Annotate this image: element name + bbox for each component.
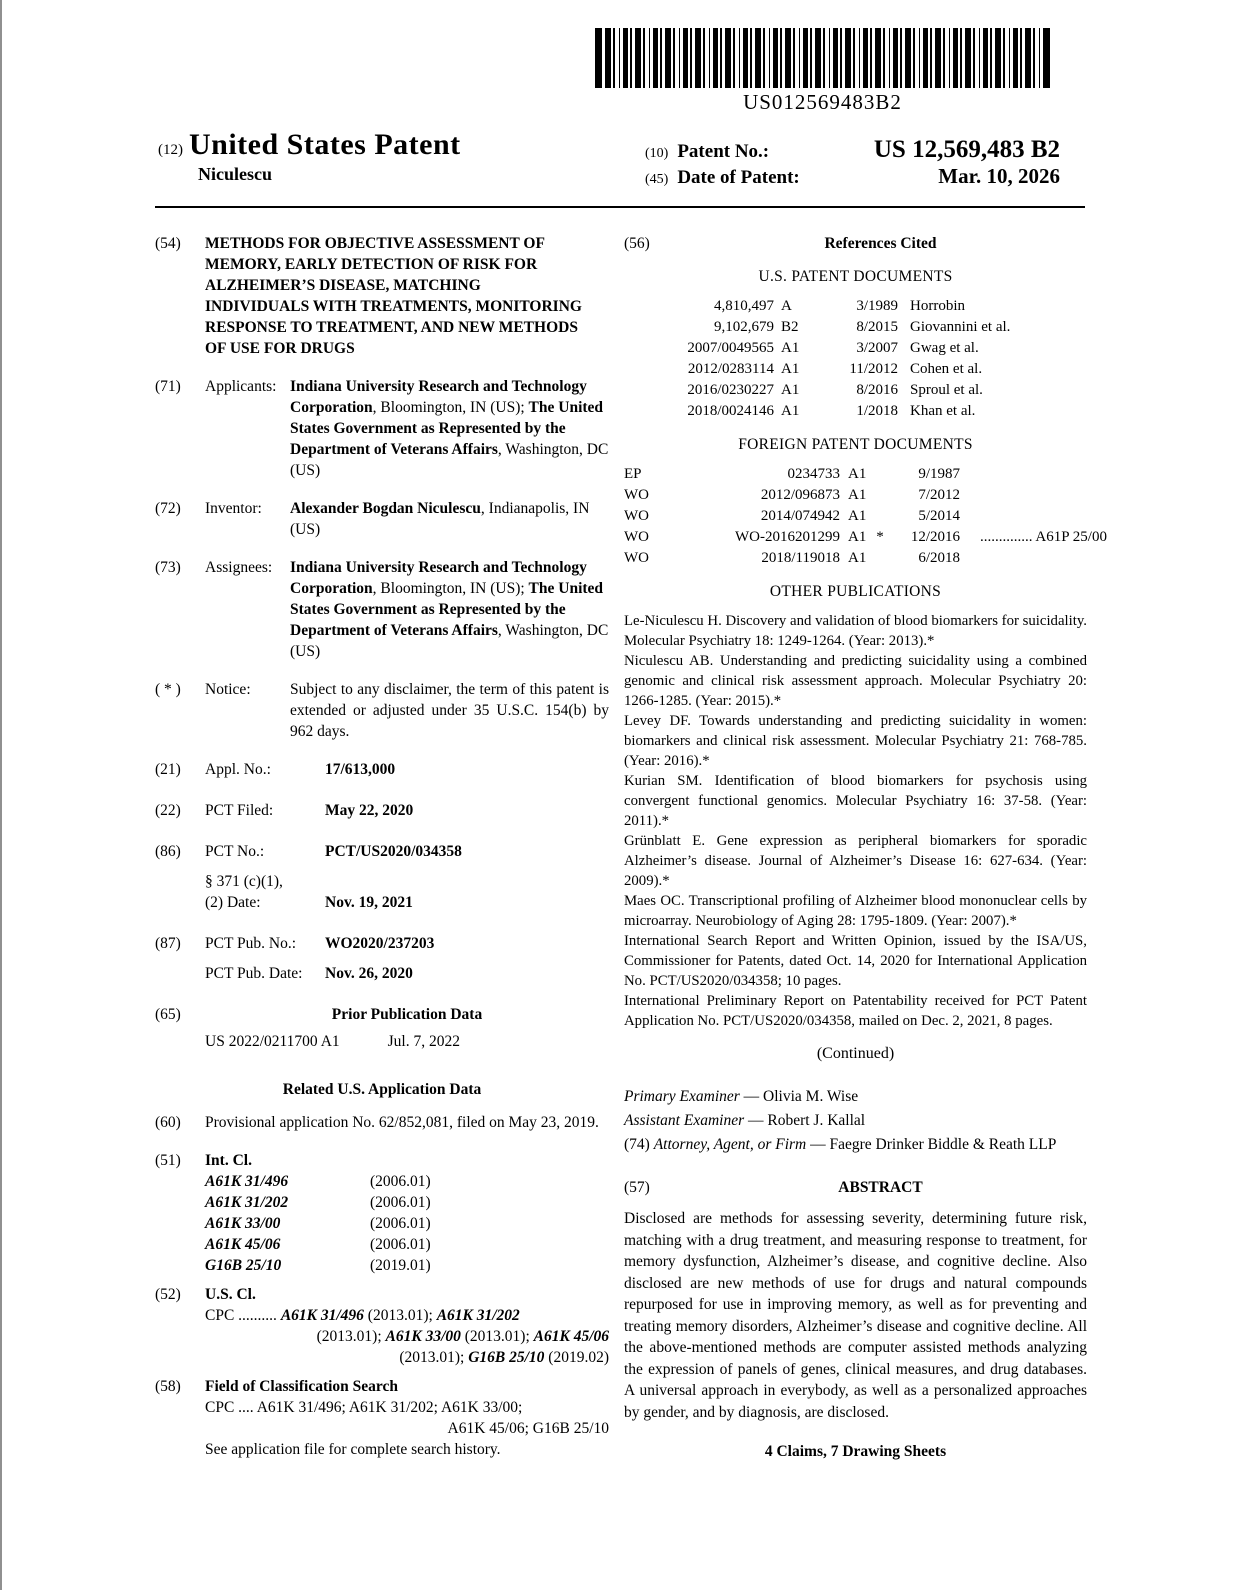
us-patent-number: 2016/0230227 — [687, 382, 774, 398]
us-patent-inventor: Giovannini et al. — [910, 319, 1011, 335]
us-patent-number: 9,102,679 — [714, 319, 774, 335]
continued-note: (Continued) — [816, 1045, 895, 1062]
us-patent-date: 8/2015 — [856, 319, 898, 335]
provisional-section — [155, 1112, 609, 1133]
patent-header-left — [158, 128, 461, 185]
applicants-value: Indiana University Research and Technology Corporation, Bloomington, IN (US); The United States Government as Represented by the Department of Veterans Affairs, Washington, DC (US) — [290, 378, 609, 479]
foreign-patent-date: 12/2016 — [910, 529, 960, 545]
barcode-block — [595, 28, 1050, 115]
inventor-byline: Niculescu — [198, 164, 272, 184]
patent-date-value: Mar. 10, 2026 — [938, 164, 1060, 188]
int-cl-entry — [205, 1255, 609, 1276]
foreign-kind-code: A1 — [848, 550, 867, 566]
patent-date-label: (45) Date of Patent: — [645, 167, 800, 188]
left-column — [155, 233, 609, 1477]
int-cl-year: (2006.01) — [370, 1194, 431, 1211]
field-of-search-note: See application file for complete search history. — [205, 1441, 501, 1458]
foreign-classification — [960, 464, 1107, 485]
foreign-classification — [960, 485, 1107, 506]
foreign-citation-star: * — [876, 529, 884, 545]
us-patent-date: 8/2016 — [856, 382, 898, 398]
applicants-section — [155, 376, 609, 481]
publication-reference: International Search Report and Written Opinion, issued by the ISA/US, Commissioner for Patents, dated Oct. 14, 2020 for International Application No. PCT/US2020/034358; 10 pages. — [624, 933, 1087, 989]
int-cl-year: (2006.01) — [370, 1173, 431, 1190]
us-patent-date: 1/2018 — [856, 403, 898, 419]
int-cl-entry — [205, 1213, 609, 1234]
field-of-search-header: Field of Classification Search — [205, 1378, 399, 1395]
inid-54: (54) — [155, 235, 181, 252]
cpc-line-3: (2013.01); G16B 25/10 (2019.02) — [399, 1349, 609, 1366]
inid-56: (56) — [624, 235, 650, 252]
foreign-kind-code: A1 — [848, 487, 867, 503]
int-cl-code: G16B 25/10 — [205, 1257, 282, 1274]
assistant-examiner-line: Assistant Examiner — Robert J. Kallal — [624, 1112, 866, 1129]
pct-filed-section — [155, 800, 609, 821]
cpc-line-1: CPC .......... A61K 31/496 (2013.01); A61K 31/202 — [205, 1307, 520, 1324]
right-column — [624, 233, 1107, 1477]
inid-71: (71) — [155, 378, 181, 395]
abstract-section-header — [624, 1177, 1087, 1198]
us-patent-kind-code: B2 — [781, 319, 799, 335]
us-patent-documents-header: U.S. PATENT DOCUMENTS — [758, 268, 953, 285]
notice-section — [155, 679, 609, 742]
field-of-search-line-2: A61K 45/06; G16B 25/10 — [447, 1420, 609, 1437]
foreign-patent-date: 7/2012 — [918, 487, 960, 503]
us-patent-number: 2018/0024146 — [687, 403, 774, 419]
inventor-label: Inventor: — [205, 500, 262, 517]
int-cl-year: (2006.01) — [370, 1236, 431, 1253]
foreign-classification: .............. A61P 25/00 — [980, 529, 1107, 545]
us-patent-inventor: Sproul et al. — [910, 382, 983, 398]
appl-no-value: 17/613,000 — [325, 761, 396, 778]
us-patent-kind-code: A1 — [781, 403, 800, 419]
prior-pub-number: US 2022/0211700 A1 — [205, 1033, 340, 1050]
inventor-value: Alexander Bogdan Niculescu, Indianapolis, IN (US) — [290, 500, 590, 538]
inid-87: (87) — [155, 935, 181, 952]
int-cl-entry — [205, 1192, 609, 1213]
foreign-kind-code: A1 — [848, 466, 867, 482]
field-of-search-line-1: CPC .... A61K 31/496; A61K 31/202; A61K 33/00; — [205, 1399, 523, 1416]
prior-pub-date: Jul. 7, 2022 — [387, 1033, 460, 1050]
inid-22: (22) — [155, 802, 181, 819]
prior-publication-section — [155, 1004, 609, 1051]
notice-text: Subject to any disclaimer, the term of this patent is extended or adjusted under 35 U.S.C. 154(b) by 962 days. — [290, 681, 609, 740]
inid-73: (73) — [155, 559, 181, 576]
foreign-classification — [960, 548, 1107, 569]
header-rule — [155, 206, 1085, 208]
foreign-patent-date: 9/1987 — [918, 466, 960, 482]
publication-reference: Maes OC. Transcriptional profiling of Alzheimer blood mononuclear cells by microarray. Neurobiology of Aging 28: 1795-1809. (Year: 2007).* — [624, 893, 1087, 929]
appl-no-label: Appl. No.: — [205, 761, 271, 778]
assignees-section — [155, 557, 609, 662]
pct-pub-no-value: WO2020/237203 — [325, 935, 435, 952]
pct-pub-no-label: PCT Pub. No.: — [205, 935, 297, 952]
us-patent-number: 2007/0049565 — [687, 340, 774, 356]
patent-number-label: (10) Patent No.: — [645, 141, 770, 162]
371-date-value: Nov. 19, 2021 — [325, 894, 413, 911]
pct-pub-date-label: PCT Pub. Date: — [205, 965, 303, 982]
foreign-patent-number: 0234733 — [787, 466, 840, 482]
us-patent-inventor: Horrobin — [910, 298, 965, 314]
int-cl-code: A61K 33/00 — [205, 1215, 281, 1232]
us-cl-header: U.S. Cl. — [205, 1286, 256, 1303]
doc-type-line — [158, 128, 461, 162]
related-data-header: Related U.S. Application Data — [282, 1081, 482, 1098]
publication-reference: Grünblatt E. Gene expression as peripheral biomarkers for sporadic Alzheimer’s disease. Journal of Alzheimer’s Disease 16: 627-634. (Year: 2009).* — [624, 833, 1087, 889]
cpc-line-2: (2013.01); A61K 33/00 (2013.01); A61K 45/06 — [316, 1328, 609, 1345]
pct-pub-section — [155, 933, 609, 984]
barcode-text: US012569483B2 — [743, 90, 902, 114]
patent-header-right — [645, 136, 1060, 189]
foreign-kind-code: A1 — [848, 529, 867, 545]
inid-10: (10) — [645, 146, 669, 161]
pct-filed-value: May 22, 2020 — [325, 802, 414, 819]
prior-publication-entry — [205, 1033, 609, 1051]
claims-drawing-sheets-line: 4 Claims, 7 Drawing Sheets — [764, 1443, 947, 1460]
us-patent-inventor: Cohen et al. — [910, 361, 983, 377]
inid-72: (72) — [155, 500, 181, 517]
prior-publication-header: Prior Publication Data — [331, 1006, 483, 1023]
foreign-patent-date: 5/2014 — [918, 508, 960, 524]
barcode — [595, 28, 1050, 88]
inid-21: (21) — [155, 761, 181, 778]
body-columns — [155, 233, 1107, 1477]
int-cl-year: (2019.01) — [370, 1257, 431, 1274]
foreign-citation-star — [872, 548, 888, 569]
foreign-country-code: EP — [624, 466, 642, 482]
assignees-label: Assignees: — [205, 559, 273, 576]
provisional-text: Provisional application No. 62/852,081, filed on May 23, 2019. — [205, 1114, 599, 1131]
references-cited-section — [624, 233, 1087, 254]
publication-reference: Le-Niculescu H. Discovery and validation of blood biomarkers for suicidality. Molecular Psychiatry 18: 1249-1264. (Year: 2013).* — [624, 613, 1087, 649]
us-cl-section — [155, 1284, 609, 1368]
us-patent-inventor: Gwag et al. — [910, 340, 979, 356]
us-patent-kind-code: A1 — [781, 382, 800, 398]
inid-12: (12) — [158, 142, 183, 158]
patent-number-value: US 12,569,483 B2 — [873, 136, 1060, 163]
applicants-label: Applicants: — [205, 378, 277, 395]
title-section — [155, 233, 609, 359]
int-cl-list — [205, 1171, 609, 1276]
abstract-text: Disclosed are methods for assessing severity, determining future risk, matching with a drug treatment, and measuring response to treatment, for memory dysfunction, Alzheimer’s disease, and cognitive decline. Also disclosed are new methods of use for drugs and natural compounds repurposed for use in improving memory, as well as for preventing and treating memory disorders, Alzheimer’s disease and cognitive decline. All the above-mentioned methods are computer assisted methods analyzing the expression of panels of genes, clinical measures, and drug databases. A universal approach in everybody, as well as a personalized approaches by gender, and by diagnosis, are disclosed. — [624, 1210, 1087, 1421]
foreign-country-code: WO — [624, 487, 649, 503]
foreign-classification — [960, 506, 1107, 527]
inventor-section — [155, 498, 609, 540]
inid-45: (45) — [645, 172, 669, 187]
int-cl-entry — [205, 1234, 609, 1255]
us-patent-documents-table — [624, 296, 1087, 422]
pct-pub-date-value: Nov. 26, 2020 — [325, 965, 413, 982]
patent-number-row — [645, 136, 1060, 164]
patent-date-row — [645, 164, 1060, 189]
us-patent-date: 3/2007 — [856, 340, 898, 356]
doc-type-title: United States Patent — [189, 128, 461, 161]
int-cl-entry — [205, 1171, 609, 1192]
publication-reference: Levey DF. Towards understanding and predicting suicidality in women: biomarkers and clinical risk assessment. Molecular Psychiatry 21: 768-785. (Year: 2016).* — [624, 713, 1087, 769]
int-cl-code: A61K 31/202 — [205, 1194, 289, 1211]
field-of-search-section — [155, 1376, 609, 1460]
foreign-citation-star — [872, 506, 888, 527]
foreign-country-code: WO — [624, 550, 649, 566]
scan-edge-line — [0, 0, 2, 1590]
int-cl-code: A61K 31/496 — [205, 1173, 289, 1190]
us-patent-kind-code: A — [781, 298, 792, 314]
foreign-citation-star — [872, 464, 888, 485]
371-date-label: (2) Date: — [205, 894, 261, 911]
us-patent-kind-code: A1 — [781, 361, 800, 377]
primary-examiner-line: Primary Examiner — Olivia M. Wise — [624, 1088, 859, 1105]
foreign-kind-code: A1 — [848, 508, 867, 524]
references-cited-header: References Cited — [824, 235, 937, 252]
us-patent-kind-code: A1 — [781, 340, 800, 356]
appl-no-section — [155, 759, 609, 780]
foreign-patent-date: 6/2018 — [918, 550, 960, 566]
int-cl-section — [155, 1150, 609, 1276]
pct-no-label: PCT No.: — [205, 843, 265, 860]
inid-52: (52) — [155, 1286, 181, 1303]
foreign-patent-number: WO-2016201299 — [735, 529, 840, 545]
foreign-country-code: WO — [624, 508, 649, 524]
us-patent-date: 11/2012 — [849, 361, 898, 377]
section-371-line: § 371 (c)(1), — [205, 873, 283, 890]
publication-reference: Kurian SM. Identification of blood biomarkers for psychosis using convergent functional genomics. Molecular Psychiatry 16: 37-58. (Year: 2011).* — [624, 773, 1087, 829]
attorney-line: (74) Attorney, Agent, or Firm — Faegre Drinker Biddle & Reath LLP — [624, 1136, 1057, 1153]
inid-86: (86) — [155, 843, 181, 860]
foreign-country-code: WO — [624, 529, 649, 545]
int-cl-header: Int. Cl. — [205, 1152, 252, 1169]
inid-57: (57) — [624, 1179, 650, 1196]
other-publications-list — [624, 611, 1087, 1031]
us-patent-number: 2012/0283114 — [687, 361, 774, 377]
other-publications-header: OTHER PUBLICATIONS — [769, 583, 942, 600]
int-cl-year: (2006.01) — [370, 1215, 431, 1232]
inid-65: (65) — [155, 1006, 181, 1023]
publication-reference: International Preliminary Report on Patentability received for PCT Patent Application No. PCT/US2020/034358, mailed on Dec. 2, 2021, 8 pages. — [624, 993, 1087, 1029]
us-patent-inventor: Khan et al. — [910, 403, 976, 419]
foreign-patent-documents-table — [624, 464, 1107, 569]
abstract-header: ABSTRACT — [838, 1179, 923, 1196]
foreign-patent-number: 2018/119018 — [761, 550, 840, 566]
notice-label: Notice: — [205, 681, 251, 698]
inid-60: (60) — [155, 1114, 181, 1131]
inid-star: ( * ) — [155, 681, 181, 698]
inid-51: (51) — [155, 1152, 181, 1169]
us-patent-date: 3/1989 — [856, 298, 898, 314]
int-cl-code: A61K 45/06 — [205, 1236, 281, 1253]
us-patent-number: 4,810,497 — [714, 298, 774, 314]
pct-no-section — [155, 841, 609, 913]
pct-filed-label: PCT Filed: — [205, 802, 274, 819]
foreign-patent-number: 2012/096873 — [760, 487, 840, 503]
pct-no-value: PCT/US2020/034358 — [325, 843, 462, 860]
publication-reference: Niculescu AB. Understanding and predicting suicidality using a combined genomic and clinical risk assessment approach. Molecular Psychiatry 20: 1266-1285. (Year: 2015).* — [624, 653, 1087, 709]
foreign-citation-star — [872, 485, 888, 506]
foreign-patent-documents-header: FOREIGN PATENT DOCUMENTS — [738, 436, 973, 453]
assignees-value: Indiana University Research and Technology Corporation, Bloomington, IN (US); The United States Government as Represented by the Department of Veterans Affairs, Washington, DC (US) — [290, 559, 609, 660]
foreign-patent-number: 2014/074942 — [760, 508, 840, 524]
inid-58: (58) — [155, 1378, 181, 1395]
invention-title: METHODS FOR OBJECTIVE ASSESSMENT OF MEMORY, EARLY DETECTION OF RISK FOR ALZHEIMER’S DISEASE, MATCHING INDIVIDUALS WITH TREATMENTS, MONITORING RESPONSE TO TREATMENT, AND NEW METHODS OF USE FOR DRUGS — [205, 235, 582, 357]
